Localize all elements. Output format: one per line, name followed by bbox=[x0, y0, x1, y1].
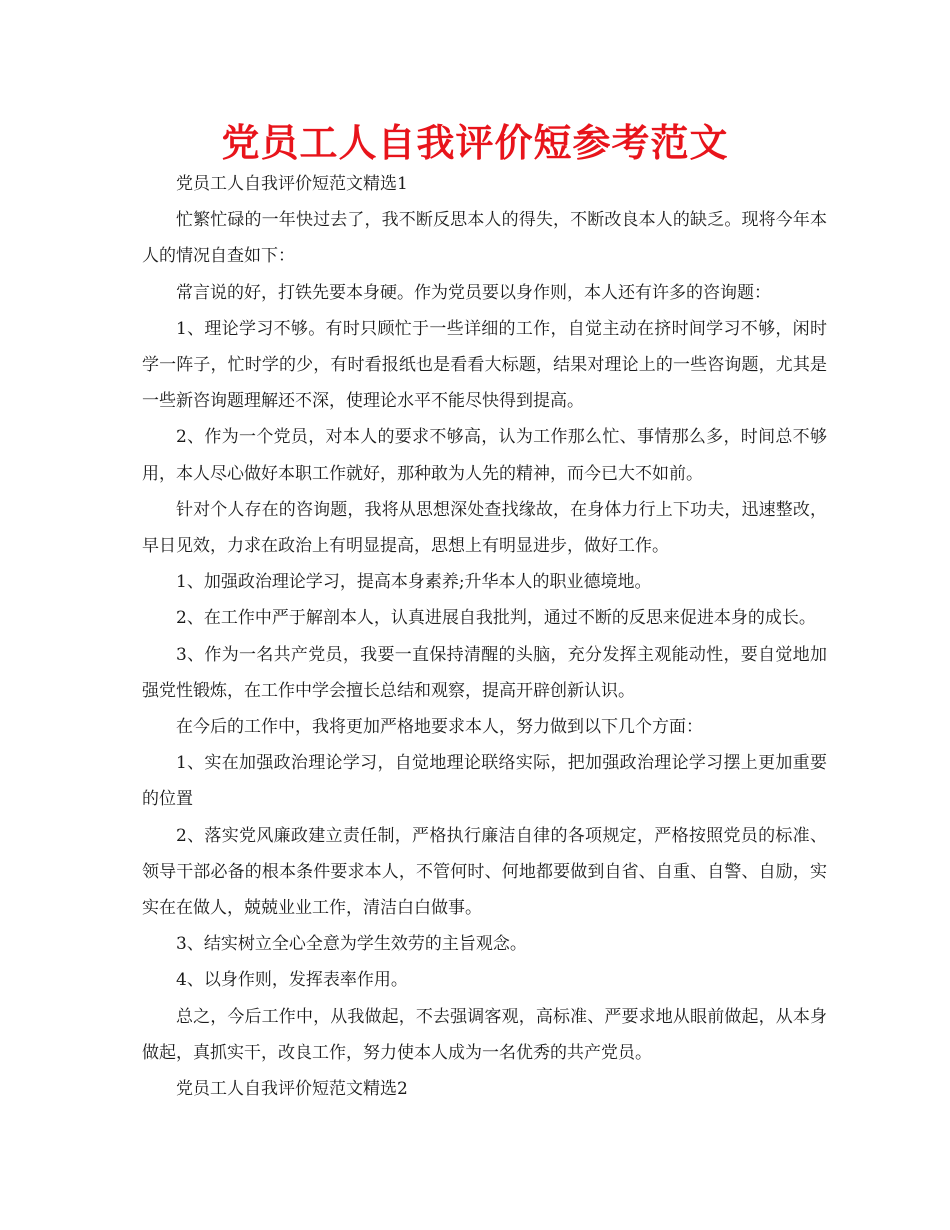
paragraph: 2、落实党风廉政建立责任制，严格执行廉洁自律的各项规定，严格按照党员的标准、领导干部必备的根本条件要求本人，不管何时、何地都要做到自省、自重、自警、自励，实实在在做人，兢兢业业工作，清洁白白做事。 bbox=[142, 825, 827, 919]
paragraph: 在今后的工作中，我将更加严格地要求本人，努力做到以下几个方面： bbox=[176, 717, 703, 738]
document-body bbox=[142, 166, 827, 1107]
paragraph: 1、加强政治理论学习，提高本身素养;升华本人的职业德境地。 bbox=[176, 572, 652, 593]
paragraph: 1、理论学习不够。有时只顾忙于一些详细的工作，自觉主动在挤时间学习不够，闲时学一阵子，忙时学的少，有时看报纸也是看看大标题，结果对理论上的一些咨询题，尤其是一些新咨询题理解还不深，使理论水平不能尽快得到提高。 bbox=[142, 318, 827, 412]
paragraph: 3、作为一名共产党员，我要一直保持清醒的头脑，充分发挥主观能动性，要自觉地加强党性锻炼，在工作中学会擅长总结和观察，提高开辟创新认识。 bbox=[142, 644, 827, 701]
document-title: 党员工人自我评价短参考范文 bbox=[221, 121, 729, 165]
paragraph: 2、作为一个党员，对本人的要求不够高，认为工作那么忙、事情那么多，时间总不够用，本人尽心做好本职工作就好，那种敢为人先的精神，而今已大不如前。 bbox=[142, 427, 827, 484]
paragraph: 3、结实树立全心全意为学生效劳的主旨观念。 bbox=[176, 934, 527, 955]
paragraph: 忙繁忙碌的一年快过去了，我不断反思本人的得失，不断改良本人的缺乏。现将今年本人的情况自查如下： bbox=[142, 210, 827, 267]
paragraph: 1、实在加强政治理论学习，自觉地理论联络实际，把加强政治理论学习摆上更加重要的位置 bbox=[142, 753, 827, 810]
paragraph: 总之，今后工作中，从我做起，不去强调客观，高标准、严要求地从眼前做起，从本身做起，真抓实干，改良工作，努力使本人成为一名优秀的共产党员。 bbox=[142, 1006, 827, 1063]
paragraph: 4、以身作则，发挥表率作用。 bbox=[176, 970, 408, 991]
paragraph: 2、在工作中严于解剖本人，认真进展自我批判，通过不断的反思来促进本身的成长。 bbox=[176, 608, 816, 629]
section-heading: 党员工人自我评价短范文精选1 bbox=[176, 174, 408, 194]
paragraph: 常言说的好，打铁先要本身硬。作为党员要以身作则，本人还有许多的咨询题： bbox=[176, 282, 771, 303]
paragraph: 针对个人存在的咨询题，我将从思想深处查找缘故，在身体力行上下功夫，迅速整改，早日见效，力求在政治上有明显提高，思想上有明显进步，做好工作。 bbox=[142, 499, 827, 557]
section-heading: 党员工人自我评价短范文精选2 bbox=[176, 1079, 408, 1100]
